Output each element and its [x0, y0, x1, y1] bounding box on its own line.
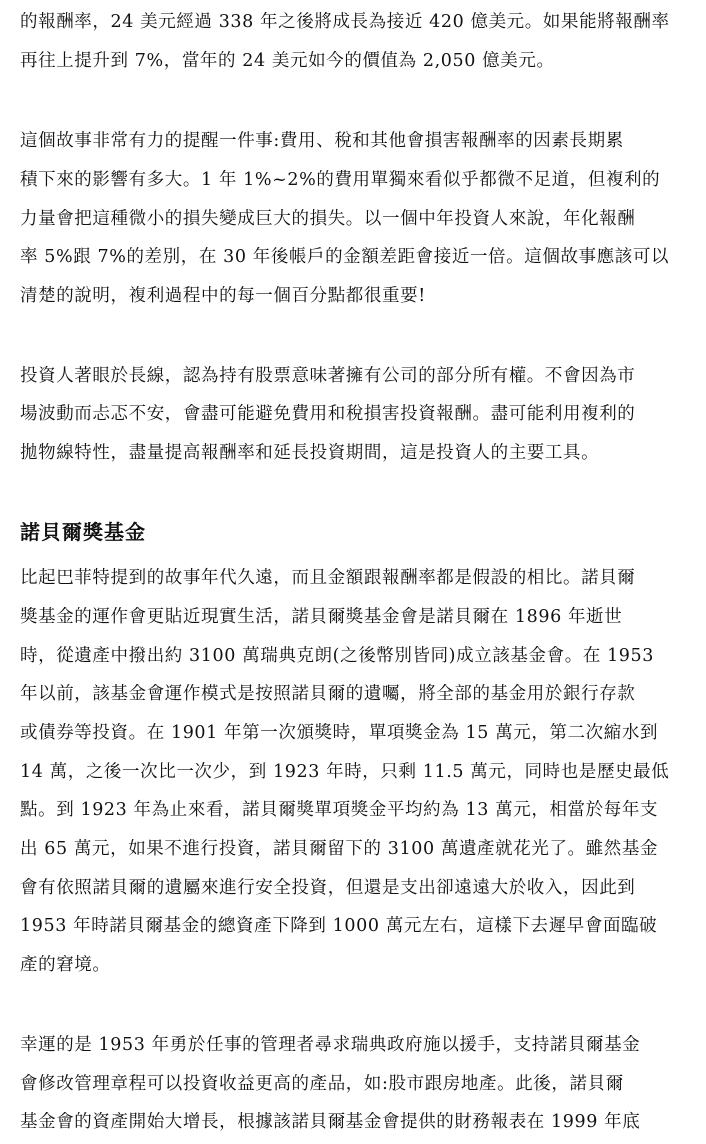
text-line: 率 5%跟 7%的差別，在 30 年後帳戶的金額差距會接近一倍。這個故事應該可以	[20, 247, 670, 267]
text-line: 產的窘境。	[20, 955, 111, 975]
text-line: 點。到 1923 年為止來看，諾貝爾獎單項獎金平均約為 13 萬元，相當於每年支	[20, 800, 659, 820]
text-line: 積下來的影響有多大。1 年 1%~2%的費用單獨來看似乎都微不足道，但複利的	[20, 170, 661, 190]
text-line: 1953 年時諾貝爾基金的總資產下降到 1000 萬元左右，這樣下去遲早會面臨破	[20, 916, 658, 936]
text-line: 出 65 萬元，如果不進行投資，諾貝爾留下的 3100 萬遺產就花光了。雖然基金	[20, 839, 659, 859]
text-line: 拋物線特性，盡量提高報酬率和延長投資期間，這是投資人的主要工具。	[20, 443, 600, 463]
section-heading: 諾貝爾獎基金	[20, 520, 146, 544]
text-line: 投資人著眼於長線，認為持有股票意味著擁有公司的部分所有權。不會因為市	[20, 366, 636, 386]
text-line: 14 萬，之後一次比一次少，到 1923 年時，只剩 11.5 萬元，同時也是歷史最低	[20, 762, 670, 782]
text-line: 的報酬率，24 美元經過 338 年之後將成長為接近 420 億美元。如果能將報酬率	[20, 12, 670, 32]
text-line: 會有依照諾貝爾的遺屬來進行安全投資，但還是支出卻遠遠大於收入，因此到	[20, 878, 636, 898]
text-line: 年以前，該基金會運作模式是按照諾貝爾的遺囑，將全部的基金用於銀行存款	[20, 684, 636, 704]
text-line: 基金會的資產開始大增長，根據該諾貝爾基金會提供的財務報表在 1999 年底	[20, 1112, 641, 1132]
text-line: 再往上提升到 7%，當年的 24 美元如今的價值為 2,050 億美元。	[20, 51, 555, 71]
text-line: 會修改管理章程可以投資收益更高的產品，如:股市跟房地產。此後，諾貝爾	[20, 1074, 624, 1094]
text-line: 比起巴菲特提到的故事年代久遠，而且金額跟報酬率都是假設的相比。諾貝爾	[20, 568, 636, 588]
text-line: 獎基金的運作會更貼近現實生活，諾貝爾獎基金會是諾貝爾在 1896 年逝世	[20, 607, 623, 627]
text-line: 場波動而忐忑不安，會盡可能避免費用和稅損害投資報酬。盡可能利用複利的	[20, 404, 636, 424]
text-line: 清楚的說明，複利過程中的每一個百分點都很重要!	[20, 286, 426, 306]
text-line: 力量會把這種微小的損失變成巨大的損失。以一個中年投資人來說，年化報酬	[20, 209, 636, 229]
text-line: 這個故事非常有力的提醒一件事:費用、稅和其他會損害報酬率的因素長期累	[20, 131, 624, 151]
text-line: 時，從遺產中撥出約 3100 萬瑞典克朗(之後幣別皆同)成立該基金會。在 1953	[20, 646, 655, 666]
text-line: 或債券等投資。在 1901 年第一次頒獎時，單項獎金為 15 萬元，第二次縮水到	[20, 723, 659, 743]
text-line: 幸運的是 1953 年勇於任事的管理者尋求瑞典政府施以援手，支持諾貝爾基金	[20, 1035, 641, 1055]
